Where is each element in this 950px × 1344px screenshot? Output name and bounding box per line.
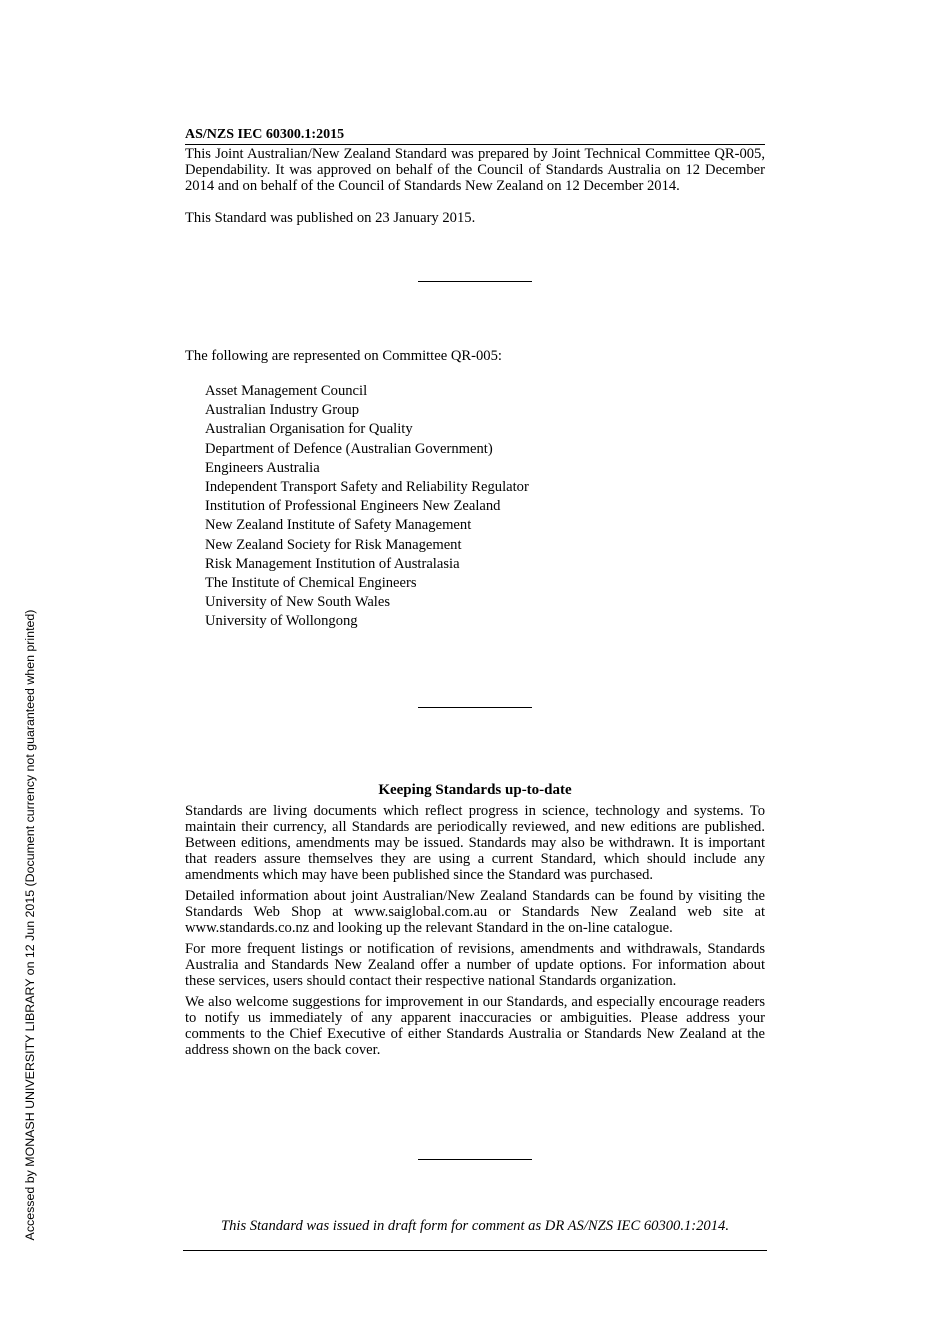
committee-member-list [205,382,529,631]
committee-member: University of New South Wales [205,594,391,611]
draft-note: This Standard was issued in draft form for comment as DR AS/NZS IEC 60300.1:2014. [183,1217,767,1251]
body-paragraph: We also welcome suggestions for improvement in our Standards, and especially encourage readers to notify us immediately of any apparent inaccuracies or ambiguities. Please address your comments to the Chief Executive of either Standards Australia or Standards New Zealand at the address shown on the back cover. [185,994,765,1058]
section-divider [418,1159,532,1160]
committee-member: Australian Industry Group [205,402,360,419]
committee-member: Australian Organisation for Quality [205,421,413,438]
committee-member: Engineers Australia [205,459,320,476]
committee-member: The Institute of Chemical Engineers [205,574,417,591]
preparation-statement: This Joint Australian/New Zealand Standard was prepared by Joint Technical Committee QR-005, Dependability. It was approved on behalf of the Council of Standards Australia on 12 December 2014 and on behalf of the Council of Standards New Zealand on 12 December 2014. [185,146,765,194]
publication-statement: This Standard was published on 23 January 2015. [185,210,476,226]
committee-member: New Zealand Institute of Safety Management [205,517,472,534]
committee-intro: The following are represented on Committee QR-005: [185,348,502,364]
committee-member: University of Wollongong [205,613,358,630]
keeping-up-to-date-section [185,803,765,1063]
access-watermark: Accessed by MONASH UNIVERSITY LIBRARY on 12 Jun 2015 (Document currency not guaranteed when printed) [23,609,37,1241]
committee-member: Risk Management Institution of Australasia [205,555,460,572]
body-paragraph: Detailed information about joint Australian/New Zealand Standards can be found by visiting the Standards Web Shop at www.saiglobal.com.au or Standards New Zealand web site at www.standards.co.nz and looking up the relevant Standard in the on-line catalogue. [185,888,765,936]
committee-member: Asset Management Council [205,383,368,399]
committee-member: Institution of Professional Engineers New Zealand [205,498,501,515]
section-divider [418,707,532,708]
document-id: AS/NZS IEC 60300.1:2015 [185,126,765,145]
body-paragraph: For more frequent listings or notification of revisions, amendments and withdrawals, Standards Australia and Standards New Zealand offer a number of update options. For information about these services, users should contact their respective national Standards organization. [185,941,765,989]
body-paragraph: Standards are living documents which reflect progress in science, technology and systems. To maintain their currency, all Standards are periodically reviewed, and new editions are published. Between editions, amendments may be issued. Standards may also be withdrawn. It is important that readers assure themselves they are using a current Standard, which should include any amendments which may have been published since the Standard was purchased. [185,803,765,883]
section-divider [418,281,532,282]
committee-member: Independent Transport Safety and Reliability Regulator [205,478,529,495]
committee-member: New Zealand Society for Risk Management [205,536,462,553]
committee-member: Department of Defence (Australian Government) [205,440,493,457]
section-heading: Keeping Standards up-to-date [378,782,572,798]
